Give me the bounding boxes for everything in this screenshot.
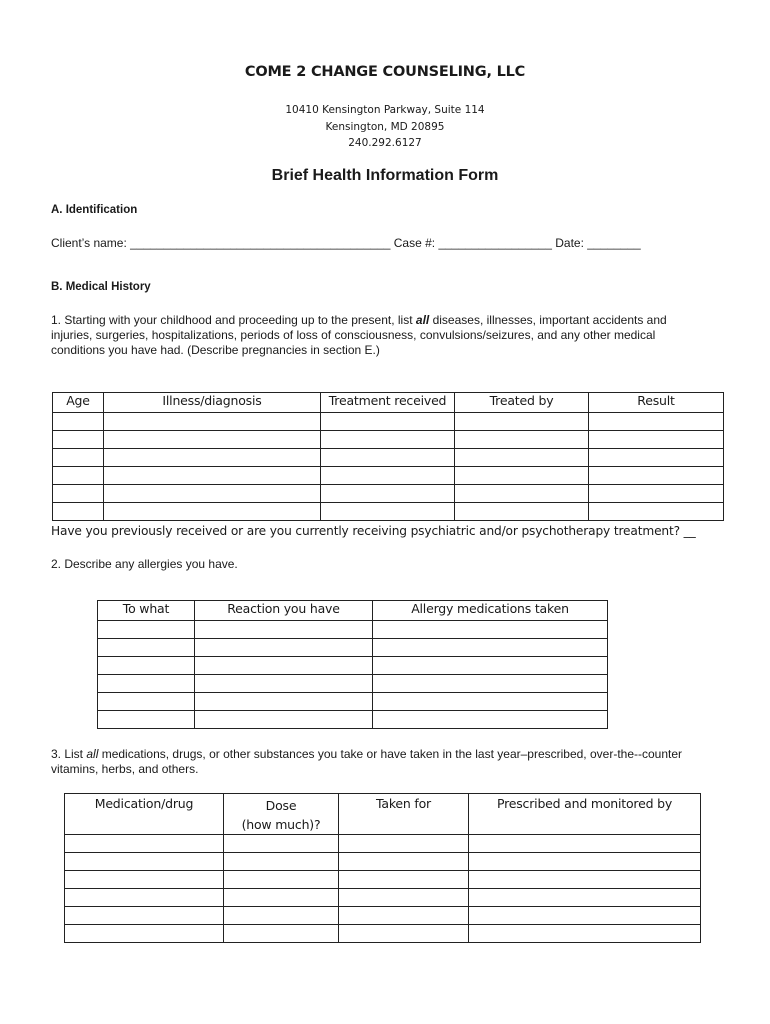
table-row[interactable]	[53, 485, 724, 503]
psychiatric-treatment-question[interactable]: Have you previously received or are you currently receiving psychiatric and/or psychotherapy treatment? __	[51, 524, 696, 538]
table-cell[interactable]	[98, 711, 195, 729]
table-header-row	[98, 601, 608, 621]
table-cell[interactable]	[224, 853, 339, 871]
table-cell[interactable]	[104, 503, 321, 521]
table-cell[interactable]	[469, 835, 701, 853]
table-cell[interactable]	[104, 413, 321, 431]
form-title: Brief Health Information Form	[271, 167, 499, 184]
table-cell[interactable]	[455, 503, 589, 521]
table-cell[interactable]	[98, 657, 195, 675]
question-1-emphasis: all	[415, 313, 430, 327]
table-cell[interactable]	[589, 485, 724, 503]
table-cell[interactable]	[195, 693, 373, 711]
table-cell[interactable]	[195, 675, 373, 693]
table-cell[interactable]	[373, 639, 608, 657]
table-row[interactable]	[53, 503, 724, 521]
table-cell[interactable]	[65, 835, 224, 853]
column-header-to-what: To what	[98, 601, 195, 621]
question-3-text-rest: medications, drugs, or other substances you take or have taken in the last year–prescribed, over-the--counter vitamins, herbs, and others.	[51, 747, 683, 776]
table-cell[interactable]	[455, 413, 589, 431]
table-cell[interactable]	[339, 925, 469, 943]
client-info-line[interactable]: Client’s name: _______________________________________ Case #: _________________ Date: ________	[51, 236, 641, 250]
table-row[interactable]	[65, 907, 701, 925]
table-cell[interactable]	[195, 657, 373, 675]
column-header-prescribed-by: Prescribed and monitored by	[469, 794, 701, 835]
question-3-text: 3. List	[51, 747, 87, 761]
dose-header-line-2: (how much)?	[241, 817, 321, 832]
table-cell[interactable]	[321, 467, 455, 485]
table-cell[interactable]	[469, 889, 701, 907]
table-cell[interactable]	[65, 871, 224, 889]
table-row[interactable]	[53, 467, 724, 485]
table-cell[interactable]	[224, 835, 339, 853]
table-cell[interactable]	[98, 693, 195, 711]
table-cell[interactable]	[224, 925, 339, 943]
column-header-result: Result	[589, 393, 724, 413]
table-cell[interactable]	[195, 621, 373, 639]
table-row[interactable]	[65, 889, 701, 907]
table-cell[interactable]	[373, 675, 608, 693]
table-row[interactable]	[98, 675, 608, 693]
table-cell[interactable]	[455, 485, 589, 503]
table-cell[interactable]	[339, 907, 469, 925]
table-cell[interactable]	[104, 467, 321, 485]
table-row[interactable]	[98, 711, 608, 729]
table-cell[interactable]	[455, 431, 589, 449]
table-cell[interactable]	[469, 907, 701, 925]
table-cell[interactable]	[224, 907, 339, 925]
table-cell[interactable]	[589, 467, 724, 485]
medical-history-table	[52, 392, 724, 521]
table-cell[interactable]	[195, 639, 373, 657]
column-header-reaction: Reaction you have	[195, 601, 373, 621]
address-line-1: 10410 Kensington Parkway, Suite 114	[285, 104, 485, 116]
table-row[interactable]	[98, 639, 608, 657]
table-cell[interactable]	[224, 889, 339, 907]
question-3-emphasis: all	[86, 747, 99, 761]
table-cell[interactable]	[65, 925, 224, 943]
dose-header-line-1: Dose	[265, 798, 297, 813]
table-cell[interactable]	[373, 711, 608, 729]
table-row[interactable]	[53, 413, 724, 431]
table-cell[interactable]	[589, 413, 724, 431]
section-a-heading: A. Identification	[51, 204, 138, 216]
table-cell[interactable]	[53, 413, 104, 431]
column-header-age: Age	[53, 393, 104, 413]
question-1-text-rest: diseases, illnesses, important accidents and injuries, surgeries, hospitalizations, periods of loss of consciousness, convulsions/seizures, and any other medical conditions you have had. (Describe pregnancies in section E.)	[51, 313, 667, 357]
table-cell[interactable]	[104, 485, 321, 503]
table-cell[interactable]	[469, 925, 701, 943]
section-b-heading: B. Medical History	[51, 281, 151, 293]
table-cell[interactable]	[373, 693, 608, 711]
table-cell[interactable]	[53, 431, 104, 449]
table-cell[interactable]	[321, 431, 455, 449]
question-1-text: 1. Starting with your childhood and proceeding up to the present, list	[51, 313, 416, 327]
table-row[interactable]	[53, 449, 724, 467]
table-cell[interactable]	[339, 889, 469, 907]
column-header-medication: Medication/drug	[65, 794, 224, 835]
table-cell[interactable]	[53, 467, 104, 485]
medications-table	[64, 793, 701, 943]
table-cell[interactable]	[104, 449, 321, 467]
table-cell[interactable]	[339, 853, 469, 871]
table-cell[interactable]	[321, 449, 455, 467]
table-cell[interactable]	[98, 639, 195, 657]
table-header-row	[65, 794, 701, 835]
phone-number: 240.292.6127	[348, 137, 422, 149]
table-row[interactable]	[98, 693, 608, 711]
column-header-illness: Illness/diagnosis	[104, 393, 321, 413]
column-header-treatment: Treatment received	[321, 393, 455, 413]
table-row[interactable]	[65, 853, 701, 871]
table-cell[interactable]	[65, 889, 224, 907]
table-cell[interactable]	[53, 449, 104, 467]
table-cell[interactable]	[321, 413, 455, 431]
table-cell[interactable]	[53, 485, 104, 503]
table-cell[interactable]	[53, 503, 104, 521]
column-header-dose	[224, 794, 339, 835]
table-cell[interactable]	[224, 871, 339, 889]
table-cell[interactable]	[98, 675, 195, 693]
allergy-table	[97, 600, 608, 729]
table-row[interactable]	[65, 835, 701, 853]
table-cell[interactable]	[65, 853, 224, 871]
table-cell[interactable]	[321, 485, 455, 503]
table-cell[interactable]	[455, 449, 589, 467]
table-row[interactable]	[98, 657, 608, 675]
table-header-row	[53, 393, 724, 413]
question-3	[51, 747, 721, 777]
table-row[interactable]	[65, 925, 701, 943]
table-row[interactable]	[53, 431, 724, 449]
table-cell[interactable]	[65, 907, 224, 925]
table-cell[interactable]	[339, 871, 469, 889]
column-header-treated-by: Treated by	[455, 393, 589, 413]
column-header-taken-for: Taken for	[339, 794, 469, 835]
table-cell[interactable]	[589, 503, 724, 521]
table-cell[interactable]	[195, 711, 373, 729]
table-cell[interactable]	[373, 621, 608, 639]
table-cell[interactable]	[98, 621, 195, 639]
question-1	[51, 313, 711, 358]
column-header-allergy-meds: Allergy medications taken	[373, 601, 608, 621]
table-row[interactable]	[98, 621, 608, 639]
table-cell[interactable]	[321, 503, 455, 521]
table-cell[interactable]	[469, 853, 701, 871]
table-cell[interactable]	[104, 431, 321, 449]
table-cell[interactable]	[373, 657, 608, 675]
table-cell[interactable]	[339, 835, 469, 853]
address-line-2: Kensington, MD 20895	[325, 121, 445, 133]
table-row[interactable]	[65, 871, 701, 889]
table-cell[interactable]	[589, 449, 724, 467]
table-cell[interactable]	[469, 871, 701, 889]
table-cell[interactable]	[455, 467, 589, 485]
table-cell[interactable]	[589, 431, 724, 449]
question-2: 2. Describe any allergies you have.	[51, 557, 238, 571]
org-name: COME 2 CHANGE COUNSELING, LLC	[244, 64, 526, 80]
